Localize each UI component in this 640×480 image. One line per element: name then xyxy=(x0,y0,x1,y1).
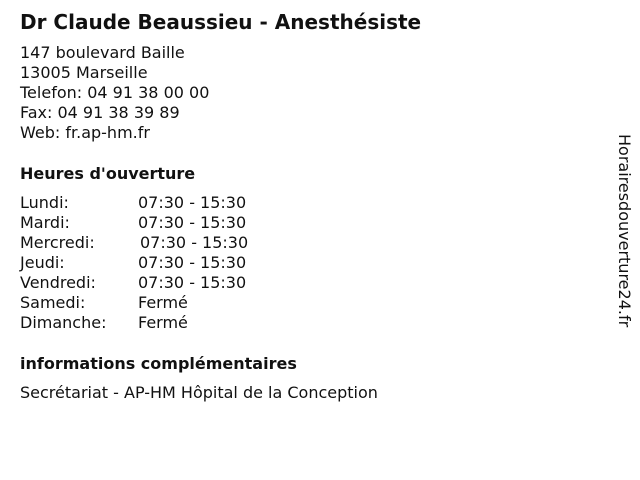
hours-row-sunday xyxy=(20,313,320,333)
hours-row-thursday xyxy=(20,253,320,273)
opening-hours-table xyxy=(20,193,320,333)
phone-number: Telefon: 04 91 38 00 00 xyxy=(20,83,210,102)
hours-row-monday xyxy=(20,193,320,213)
hours-row-tuesday xyxy=(20,213,320,233)
hours-row-friday xyxy=(20,273,320,293)
time-value: Fermé xyxy=(138,293,188,312)
additional-info-text: Secrétariat - AP-HM Hôpital de la Conception xyxy=(20,383,378,402)
opening-hours-heading: Heures d'ouverture xyxy=(20,164,196,183)
time-value: 07:30 - 15:30 xyxy=(138,253,247,272)
day-label: Dimanche: xyxy=(20,313,107,332)
site-watermark[interactable]: Horairesdouverture24.fr xyxy=(615,134,634,328)
day-label: Mardi: xyxy=(20,213,70,232)
address-city: 13005 Marseille xyxy=(20,63,148,82)
day-label: Jeudi: xyxy=(20,253,65,272)
fax-number: Fax: 04 91 38 39 89 xyxy=(20,103,180,122)
day-label: Lundi: xyxy=(20,193,69,212)
contact-block xyxy=(20,43,209,143)
website: Web: fr.ap-hm.fr xyxy=(20,123,150,142)
additional-info-heading: informations complémentaires xyxy=(20,354,297,373)
time-value: Fermé xyxy=(138,313,188,332)
hours-row-wednesday xyxy=(20,233,320,253)
address-street: 147 boulevard Baille xyxy=(20,43,185,62)
time-value: 07:30 - 15:30 xyxy=(140,233,249,252)
time-value: 07:30 - 15:30 xyxy=(138,193,247,212)
day-label: Samedi: xyxy=(20,293,86,312)
time-value: 07:30 - 15:30 xyxy=(138,213,247,232)
hours-row-saturday xyxy=(20,293,320,313)
page-title: Dr Claude Beaussieu - Anesthésiste xyxy=(20,10,422,34)
time-value: 07:30 - 15:30 xyxy=(138,273,247,292)
day-label: Mercredi: xyxy=(20,233,95,252)
day-label: Vendredi: xyxy=(20,273,96,292)
